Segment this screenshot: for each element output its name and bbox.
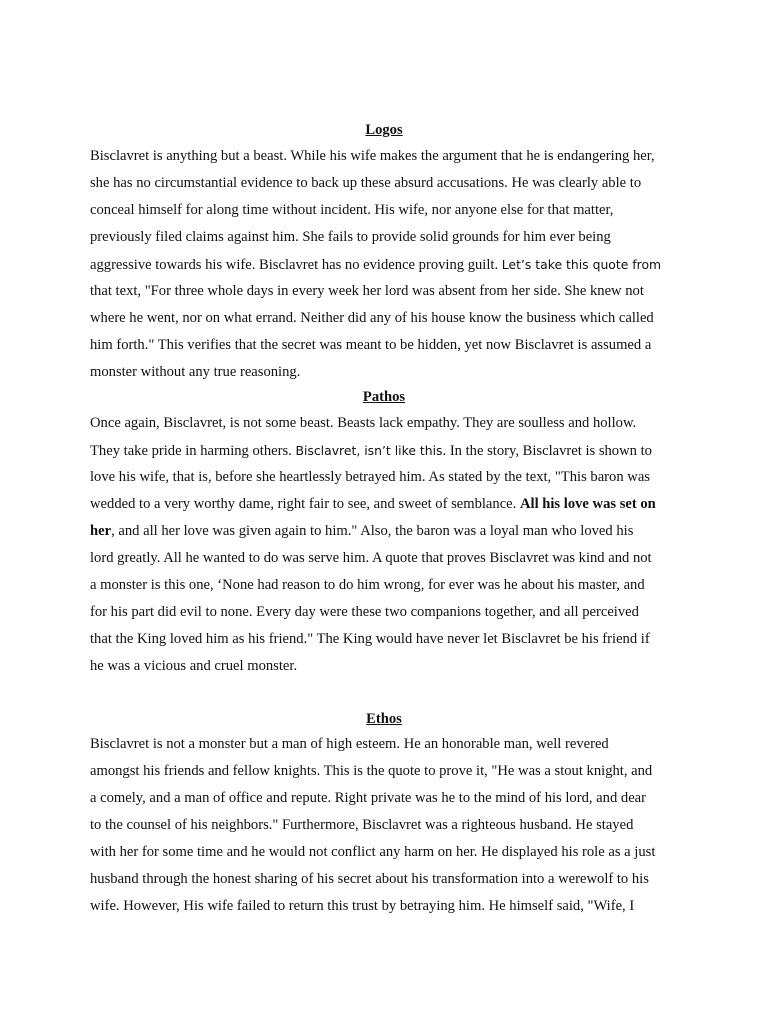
paragraph-line: They take pride in harming others. Bisclavret, isn’t like this. In the story, Bisclavret is shown to: [90, 443, 652, 459]
paragraph-line: to the counsel of his neighbors." Furthermore, Bisclavret was a righteous husband. He stayed: [90, 817, 634, 833]
paragraph-line: aggressive towards his wife. Bisclavret has no evidence proving guilt. Let’s take this quote from: [90, 257, 662, 273]
section-heading-pathos: Pathos: [362, 389, 406, 405]
paragraph-line: that the King loved him as his friend." The King would have never let Bisclavret be his friend if: [90, 631, 650, 647]
paragraph-line: husband through the honest sharing of his secret about his transformation into a werewolf to his: [90, 871, 649, 887]
paragraph-line: lord greatly. All he wanted to do was serve him. A quote that proves Bisclavret was kind and not: [90, 550, 652, 566]
paragraph-line: with her for some time and he would not conflict any harm on her. He displayed his role as a just: [90, 844, 656, 860]
section-heading-logos: Logos: [365, 122, 403, 138]
paragraph-line: monster without any true reasoning.: [90, 364, 301, 380]
paragraph-line: a monster is this one, ‘None had reason to do him wrong, for ever was he about his master, and: [90, 577, 645, 593]
paragraph-line: wedded to a very worthy dame, right fair to see, and sweet of semblance. All his love was set on: [90, 496, 656, 512]
paragraph-line: her, and all her love was given again to him." Also, the baron was a loyal man who loved his: [90, 523, 634, 539]
paragraph-line: Once again, Bisclavret, is not some beast. Beasts lack empathy. They are soulless and hollow.: [90, 415, 637, 431]
paragraph-line: conceal himself for along time without incident. His wife, nor anyone else for that matter,: [90, 202, 614, 218]
section-heading-ethos: Ethos: [366, 711, 402, 727]
paragraph-line: Bisclavret is anything but a beast. While his wife makes the argument that he is endangering her,: [90, 148, 655, 164]
paragraph-line: he was a vicious and cruel monster.: [90, 658, 298, 674]
paragraph-line: that text, "For three whole days in every week her lord was absent from her side. She knew not: [90, 283, 644, 299]
section-body-ethos: [90, 731, 690, 920]
paragraph-line: where he went, nor on what errand. Neither did any of his house know the business which called: [90, 310, 654, 326]
paragraph-line: previously filed claims against him. She fails to provide solid grounds for him ever being: [90, 229, 611, 245]
paragraph-line: amongst his friends and fellow knights. This is the quote to prove it, "He was a stout knight, and: [90, 763, 653, 779]
paragraph-line: she has no circumstantial evidence to back up these absurd accusations. He was clearly able to: [90, 175, 642, 191]
paragraph-line: love his wife, that is, before she heartlessly betrayed him. As stated by the text, "This baron was: [90, 469, 650, 485]
paragraph-line: him forth." This verifies that the secret was meant to be hidden, yet now Bisclavret is assumed a: [90, 337, 652, 353]
paragraph-line: wife. However, His wife failed to return this trust by betraying him. He himself said, "Wife, I: [90, 898, 635, 914]
section-body-pathos: [90, 410, 690, 680]
paragraph-line: for his part did evil to none. Every day were these two companions together, and all perceived: [90, 604, 639, 620]
paragraph-line: Bisclavret is not a monster but a man of high esteem. He an honorable man, well revered: [90, 736, 609, 752]
paragraph-line: a comely, and a man of office and repute. Right private was he to the mind of his lord, and dear: [90, 790, 647, 806]
section-body-logos: [90, 143, 690, 386]
